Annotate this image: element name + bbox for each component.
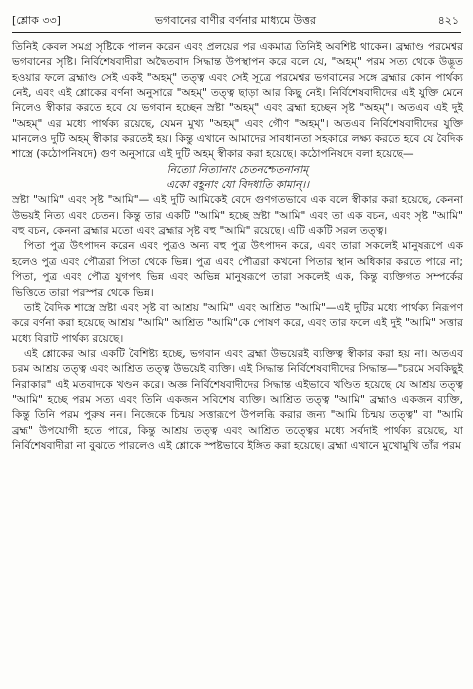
verse-reference: [শ্লোক ৩৩] xyxy=(12,14,61,27)
paragraph: এই শ্লোকের আর একটি বৈশিষ্ট্য হচ্ছে, ভগবান এবং ব্রহ্মা উভয়েরই ব্যক্তিত্ব স্বীকার করা হয় না। অতএব চরম আশ্রয় তত্ত্ব এবং আশ্রিত তত্ত্ব উভয়েই ব্যক্তি। এই সিদ্ধান্ত নির্বিশেষবাদীদের সিদ্ধান্ত—"চরমে সবকিছুই নিরাকার" এই মতবাদকে খণ্ডন করে। অজ্ঞ নির্বিশেষবাদীদের সিদ্ধান্ত এইভাবে খণ্ডিত হয়েছে যে আশ্রয় তত্ত্ব "আমি" হচ্ছে পরম সত্য এবং তিনি একজন সবিশেষ ব্যক্তি। আশ্রিত তত্ত্ব "আমি" ব্রহ্মাও একজন ব্যক্তি, কিন্তু তিনি পরম পুরুষ নন। নিজেকে চিন্ময় সত্তারূপে উপলব্ধি করার জন্য "আমি চিন্ময় তত্ত্ব" বা "আমি ব্রহ্ম" উপযোগী হতে পারে, কিন্তু আশ্রয় তত্ত্ব এবং আশ্রিত তত্ত্বের মধ্যে সর্বদাই পার্থক্য রয়েছে, যা নির্বিশেষবাদীরা না বুঝতে পারলেও এই শ্লোকে স্পষ্টভাবে ইঙ্গিত করা হয়েছে। ব্রহ্মা এখানে মুখোমুখি তাঁর পরম xyxy=(12,347,463,452)
paragraph: স্রষ্টা "আমি" এবং সৃষ্ট "আমি"— এই দুটি আমিকেই বেদে গুণগতভাবে এক বলে স্বীকার করা হয়েছে, কেননা উভয়ই নিত্য এবং চেতন। কিন্তু তার একটি "আমি" হচ্ছে স্রষ্টা "আমি" এবং তা এক বচন, এবং সৃষ্ট "আমি" বহু বচন, কেননা ব্রহ্মার মতো এবং ব্রহ্মার সৃষ্ট বহু "আমি" রয়েছে। এটি একটি সরল তত্ত্ব। xyxy=(12,194,463,238)
verse-line: একো বহূনাং যো বিদধাতি কামান্।। xyxy=(166,179,309,192)
paragraph: তিনিই কেবল সমগ্র সৃষ্টিকে পালন করেন এবং প্রলয়ের পর একমাত্র তিনিই অবশিষ্ট থাকেন। ব্রহ্মাণ্ড পরমেশ্বর ভগবানের সৃষ্টি। নির্বিশেষবাদীরা অদ্বৈতবাদ সিদ্ধান্ত উপস্থাপন করে বলে যে, "অহম্" পরম সত্য থেকে উদ্ভূত হওয়ার ফলে ব্রহ্মাণ্ড সেই একই "অহম্" তত্ত্ব এবং সেই সূত্রে পরমেশ্বর ভগবানের সঙ্গে ব্রহ্মার কোন পার্থক্য নেই, এবং এই শ্লোকের বর্ণনা অনুসারে "অহম্" তত্ত্ব ছাড়া আর কিছু নেই। নির্বিশেষবাদীদের এই যুক্তি মেনে নিলেও স্বীকার করতে হবে যে ভগবান হচ্ছেন স্রষ্টা "অহম্" এবং ব্রহ্মা হচ্ছেন সৃষ্ট "অহম্"। অতএব এই দুই "অহম্" এর মধ্যে পার্থক্য রয়েছে, যেমন মুখ্য "অহম্" এবং গৌণ "অহম্"। অতএব নির্বিশেষবাদীদের যুক্তি মানলেও দুটি অহম্ স্বীকার করতেই হয়। কিন্তু এখানে আমাদের সাবধানতা সহকারে লক্ষ্য করতে হবে যে বৈদিক শাস্ত্রে (কঠোপনিষদে) গুণ অনুসারে এই দুটি অহম্ স্বীকার করা হয়েছে। কঠোপনিষদে বলা হয়েছে— xyxy=(12,41,463,161)
chapter-title: ভগবানের বাণীর বর্ণনার মাধ্যমে উত্তর xyxy=(154,14,317,27)
running-header xyxy=(12,12,459,30)
paragraph: পিতা পুত্র উৎপাদন করেন এবং পুত্রও অন্য বহু পুত্র উৎপাদন করে, এবং তারা সকলেই মানুষরূপে এক হলেও পুত্র এবং পৌত্ররা পিতা থেকে ভিন্ন। পুত্র এবং পৌত্ররা কখনো পিতার স্থান অধিকার করতে পারে না; পিতা, পুত্র এবং পৌত্র যুগপৎ ভিন্ন এবং অভিন্ন মানুষরূপে তারা সকলেই এক, কিন্তু ব্যক্তিগত সম্পর্কের ভিত্তিতে তারা পরস্পর থেকে ভিন্ন। xyxy=(12,240,463,299)
page-body xyxy=(12,40,463,683)
verse-line: নিত্যো নিত্যানাং চেতনশ্চেতনানাম্ xyxy=(166,163,309,176)
page-number: ৪২১ xyxy=(437,14,459,27)
paragraph: তাই বৈদিক শাস্ত্রে স্রষ্টা এবং সৃষ্ট বা আশ্রয় "আমি" এবং আশ্রিত "আমি"—এই দুটির মধ্যে পার্থক্য নিরূপণ করে বর্ণনা করা হয়েছে আশ্রয় "আমি" আশ্রিত "আমি"কে পোষণ করে, এবং তার ফলে এই দুই "আমি" সত্তার মধ্যে বিরাট পার্থক্য রয়েছে। xyxy=(12,301,463,345)
header-rule xyxy=(12,32,461,33)
